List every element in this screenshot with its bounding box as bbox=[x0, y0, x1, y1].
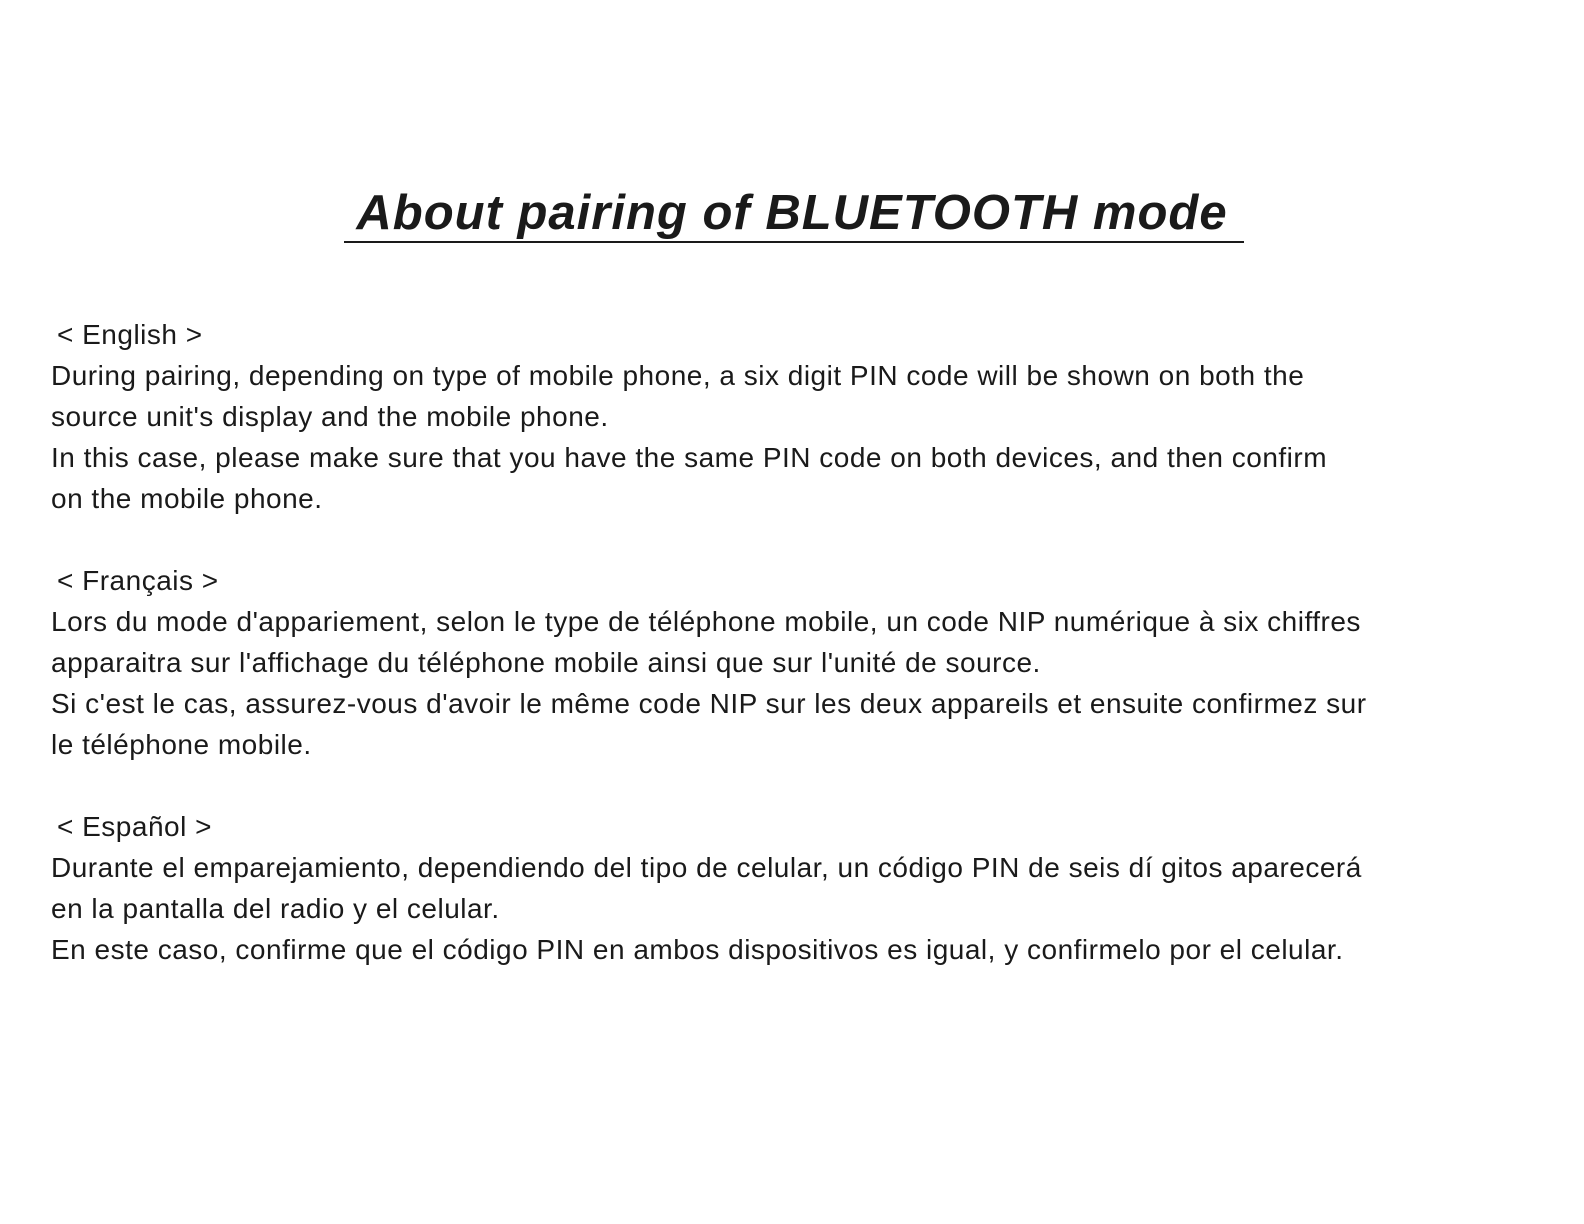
section-spanish bbox=[51, 806, 1551, 970]
section-heading-french: < Français > bbox=[57, 565, 219, 596]
section-heading-english: < English > bbox=[57, 319, 203, 350]
paragraph-line: apparaitra sur l'affichage du téléphone mobile ainsi que sur l'unité de source. bbox=[51, 647, 1041, 678]
paragraph-line: source unit's display and the mobile phone. bbox=[51, 401, 609, 432]
page-title: About pairing of BLUETOOTH mode bbox=[356, 186, 1228, 240]
section-heading-spanish: < Español > bbox=[57, 811, 212, 842]
paragraph-line: During pairing, depending on type of mobile phone, a six digit PIN code will be shown on both the bbox=[51, 360, 1305, 391]
section-french bbox=[51, 560, 1551, 765]
paragraph-line: le téléphone mobile. bbox=[51, 729, 312, 760]
paragraph-line: In this case, please make sure that you have the same PIN code on both devices, and then confirm bbox=[51, 442, 1328, 473]
section-english bbox=[51, 314, 1551, 519]
paragraph-line: on the mobile phone. bbox=[51, 483, 323, 514]
title-underline bbox=[344, 241, 1244, 243]
paragraph-line: Durante el emparejamiento, dependiendo del tipo de celular, un código PIN de seis dí gitos aparecerá bbox=[51, 852, 1362, 883]
paragraph-line: Lors du mode d'appariement, selon le type de téléphone mobile, un code NIP numérique à six chiffres bbox=[51, 606, 1361, 637]
paragraph-line: Si c'est le cas, assurez-vous d'avoir le même code NIP sur les deux appareils et ensuite confirmez sur bbox=[51, 688, 1367, 719]
paragraph-line: En este caso, confirme que el código PIN en ambos dispositivos es igual, y confirmelo por el celular. bbox=[51, 934, 1344, 965]
paragraph-line: en la pantalla del radio y el celular. bbox=[51, 893, 500, 924]
